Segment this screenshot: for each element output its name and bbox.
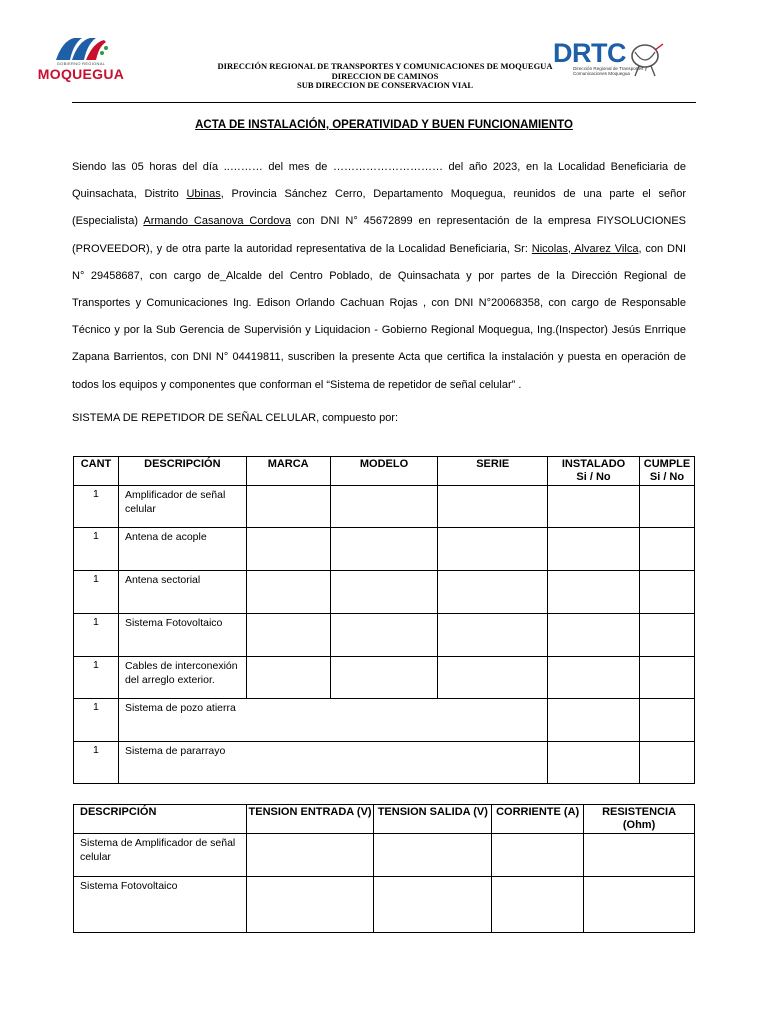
header-line: SUB DIRECCION DE CONSERVACION VIAL: [296, 80, 474, 90]
marca-cell[interactable]: [246, 614, 330, 657]
column-header: SERIE: [438, 457, 548, 486]
equipment-table: [73, 456, 695, 784]
description-cell: Amplificador de señal celular: [118, 486, 246, 528]
tension-entrada-cell[interactable]: [246, 834, 374, 877]
system-subtitle: SISTEMA DE REPETIDOR DE SEÑAL CELULAR, compuesto por:: [72, 412, 399, 424]
resistencia-cell[interactable]: [584, 834, 695, 877]
corriente-cell[interactable]: [492, 877, 584, 933]
body-text-segment: Siendo las 05 horas del día ..……… del mes de ………………………… del año 2023, en la Localidad Beneficiaria de Quinsachata, Distrito: [72, 161, 686, 201]
cumple-cell[interactable]: [639, 699, 694, 742]
resistencia-cell[interactable]: [584, 877, 695, 933]
drtc-logo: [553, 38, 665, 86]
tension-salida-cell[interactable]: [374, 877, 492, 933]
column-header: DESCRIPCIÓN: [74, 805, 247, 834]
tension-entrada-cell[interactable]: [246, 877, 374, 933]
gobierno-regional-moquegua-logo: [30, 36, 132, 82]
body-text-segment: con DNI N° 45672899 en representación de la empresa FIYSOLUCIONES (PROVEEDOR), y de otra parte la autoridad representativa de la Localidad Beneficiaria, Sr:: [72, 215, 687, 255]
table-row: [74, 657, 695, 699]
distrito-value: Ubinas: [186, 188, 221, 201]
instalado-cell[interactable]: [548, 742, 640, 784]
cant-cell: 1: [74, 657, 119, 699]
cant-cell: 1: [74, 528, 119, 571]
drtc-subtext: Dirección Regional de Transportes y Comunicaciones Moquegua: [573, 66, 648, 76]
moquegua-emblem-icon: [30, 36, 132, 62]
cant-cell: 1: [74, 742, 119, 784]
cant-cell: 1: [74, 614, 119, 657]
instalado-cell[interactable]: [548, 571, 640, 614]
table-header-row: [74, 457, 695, 486]
instalado-cell[interactable]: [548, 486, 640, 528]
table-row: [74, 699, 695, 742]
table-row: [74, 614, 695, 657]
serie-cell[interactable]: [438, 486, 548, 528]
cant-cell: 1: [74, 486, 119, 528]
header-line: DIRECCIÓN REGIONAL DE TRANSPORTES Y COMUNICACIONES DE MOQUEGUA: [217, 61, 553, 71]
table-row: [74, 528, 695, 571]
cumple-cell[interactable]: [639, 486, 694, 528]
table-header-row: [74, 805, 695, 834]
document-title: ACTA DE INSTALACIÓN, OPERATIVIDAD Y BUEN FUNCIONAMIENTO: [195, 119, 573, 131]
column-header: TENSION ENTRADA (V): [246, 805, 374, 834]
column-header: DESCRIPCIÓN: [118, 457, 246, 486]
tension-salida-cell[interactable]: [374, 834, 492, 877]
cant-cell: 1: [74, 571, 119, 614]
body-text-segment: , Provincia Sánchez Cerro, Departamento Moquegua, reunidos de una parte el señor (Especialista): [72, 188, 686, 228]
instalado-cell[interactable]: [548, 614, 640, 657]
description-cell: Sistema Fotovoltaico: [74, 877, 247, 933]
modelo-cell[interactable]: [330, 571, 438, 614]
cant-cell: 1: [74, 699, 119, 742]
cumple-cell[interactable]: [639, 742, 694, 784]
marca-cell[interactable]: [246, 571, 330, 614]
description-cell: Antena sectorial: [118, 571, 246, 614]
marca-cell[interactable]: [246, 486, 330, 528]
marca-cell[interactable]: [246, 657, 330, 699]
table-row: [74, 571, 695, 614]
corriente-cell[interactable]: [492, 834, 584, 877]
cumple-cell[interactable]: [639, 571, 694, 614]
description-cell: Sistema de pozo atierra: [118, 699, 547, 742]
table-row: [74, 877, 695, 933]
column-header: CORRIENTE (A): [492, 805, 584, 834]
column-header: CUMPLE Si / No: [639, 457, 694, 486]
autoridad-name: Nicolas, Alvarez Vilca: [531, 242, 639, 255]
marca-cell[interactable]: [246, 528, 330, 571]
column-header: MODELO: [330, 457, 438, 486]
modelo-cell[interactable]: [330, 486, 438, 528]
description-cell: Antena de acople: [118, 528, 246, 571]
modelo-cell[interactable]: [330, 614, 438, 657]
column-header: TENSION SALIDA (V): [374, 805, 492, 834]
serie-cell[interactable]: [438, 657, 548, 699]
cumple-cell[interactable]: [639, 657, 694, 699]
description-cell: Sistema Fotovoltaico: [118, 614, 246, 657]
header-line: DIRECCION DE CAMINOS: [331, 70, 439, 81]
body-text-segment: , con DNI N° 29458687, con cargo de_Alcalde del Centro Poblado, de Quinsachata y por partes de la Dirección Regional de Transportes y Comunicaciones Ing. Edison Orlando Cachuan Rojas , con DNI N°20068358, con cargo de Responsable Técnico y por la Sub Gerencia de Supervisión y Liquidacion - Gobierno Regional Moquegua, Ing.(Inspector) Jesús Enrrique Zapana Barrientos, con DNI N° 04419811, suscriben la presente Acta que certifica la instalación y puesta en operación de todos los equipos y componentes que conforman el “Sistema de repetidor de señal celular” .: [72, 242, 686, 391]
column-header: CANT: [74, 457, 119, 486]
description-cell: Cables de interconexión del arreglo exterior.: [118, 657, 246, 699]
header-divider: [72, 102, 696, 103]
column-header: MARCA: [246, 457, 330, 486]
instalado-cell[interactable]: [548, 657, 640, 699]
column-header: INSTALADO Si / No: [548, 457, 640, 486]
table-row: [74, 834, 695, 877]
instalado-cell[interactable]: [548, 699, 640, 742]
logo-subtext: GOBIERNO REGIONAL: [56, 61, 106, 66]
logo-wordmark: MOQUEGUA: [37, 66, 125, 82]
modelo-cell[interactable]: [330, 528, 438, 571]
instalado-cell[interactable]: [548, 528, 640, 571]
measurement-table: [73, 804, 695, 933]
description-cell: Sistema de Amplificador de señal celular: [74, 834, 247, 877]
cumple-cell[interactable]: [639, 614, 694, 657]
acta-body-paragraph: [72, 154, 686, 399]
serie-cell[interactable]: [438, 571, 548, 614]
description-cell: Sistema de pararrayo: [118, 742, 547, 784]
especialista-name: Armando Casanova Cordova: [143, 215, 291, 228]
serie-cell[interactable]: [438, 528, 548, 571]
cumple-cell[interactable]: [639, 528, 694, 571]
table-row: [74, 486, 695, 528]
column-header: RESISTENCIA (Ohm): [584, 805, 695, 834]
serie-cell[interactable]: [438, 614, 548, 657]
drtc-wordmark: DRTC: [553, 38, 626, 68]
document-header: [190, 62, 580, 91]
modelo-cell[interactable]: [330, 657, 438, 699]
table-row: [74, 742, 695, 784]
